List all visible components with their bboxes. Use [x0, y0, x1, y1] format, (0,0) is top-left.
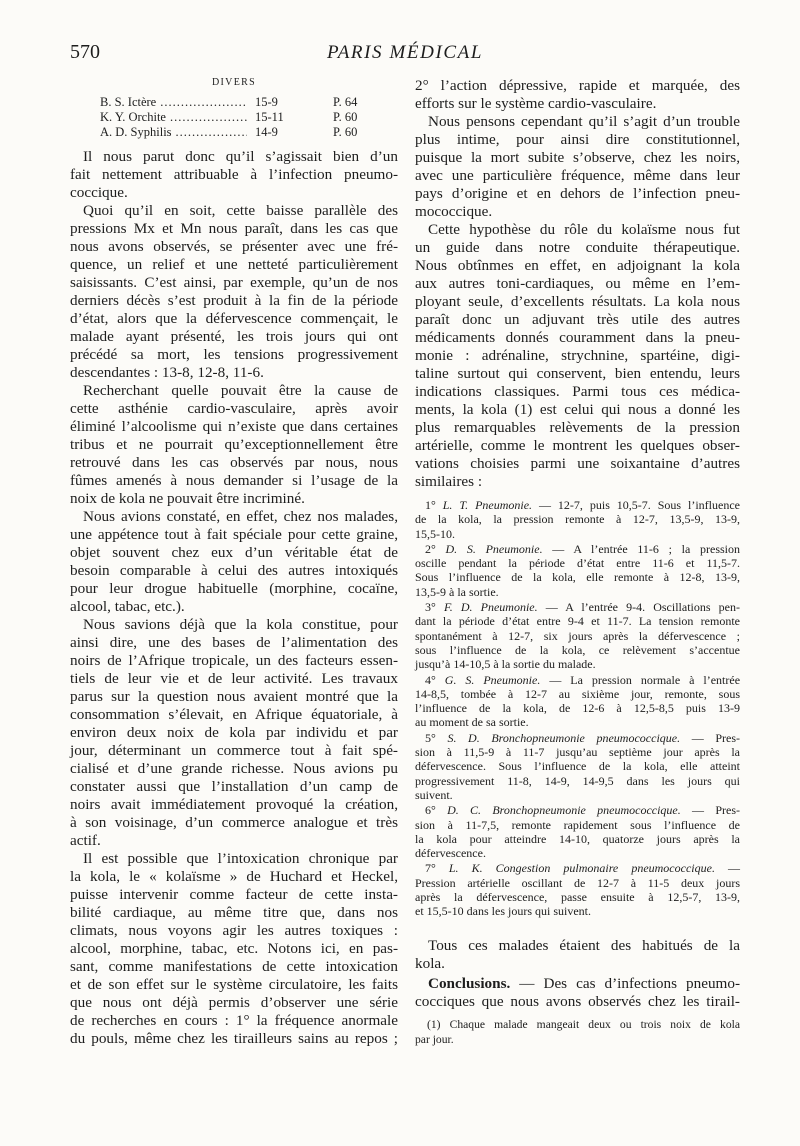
text-line: nous avons observés, se présenter avec une fré- — [70, 238, 398, 255]
text-line: cialisé et d’une grande richesse. Nous avions pu — [70, 760, 398, 777]
dot-leader — [170, 110, 247, 125]
text-line: Nous savions déjà que la kola constitue, pour — [83, 616, 398, 633]
paragraph — [70, 616, 398, 850]
text-line: similaires : — [415, 473, 483, 490]
text-line: taline surtout qui conservent, bien entendu, leurs — [415, 365, 740, 382]
text-line: oscille pendant la période d’état entre 11-6 et 11,5-7. — [415, 556, 740, 571]
text-line: artérielle, comme le montrent les quelques obser- — [415, 437, 740, 454]
text-line — [415, 803, 740, 817]
observation-number: 1° — [425, 498, 436, 512]
observation-title: D. S. Pneumonie. — [445, 541, 543, 556]
text-line: défervescence. Sous l’influence de la kola, elle atteint — [415, 759, 740, 774]
text-line — [415, 975, 740, 993]
text-line: saisissants. C’est ainsi, par exemple, qu’un de nos — [70, 274, 398, 291]
text-line: coccique. — [70, 184, 128, 201]
observation — [415, 600, 740, 671]
paragraph — [415, 77, 740, 113]
text-line — [415, 542, 740, 556]
observation-title: G. S. Pneumonie. — [444, 672, 541, 687]
text-line: à son voisinage, d’un commerce analogue et très — [70, 814, 398, 831]
table-body — [70, 95, 398, 140]
journal-title: PARIS MÉDICAL — [326, 42, 484, 63]
text-line: consommation s’élevait, en Afrique équatoriale, à — [70, 706, 398, 723]
text-line: mococcique. — [415, 203, 493, 220]
text-line: malade ayant présenté, les trois jours qui ont — [70, 328, 398, 345]
paragraph — [415, 221, 740, 491]
text-line: du pouls, même chez les tirailleurs sains au repos ; — [70, 1030, 398, 1047]
text-line: d’état, alors que la défervescence commençait, le — [70, 310, 398, 327]
conclusions-heading: Conclusions. — [428, 975, 511, 992]
text-line: que nous ont déjà permis d’observer une série — [70, 994, 398, 1011]
text-line: et 15,5-10 dans les jours qui suivent. — [415, 904, 591, 919]
text-line — [415, 731, 740, 745]
text-line: cette asthénie cardio-vasculaire, après avoir — [70, 400, 398, 417]
text-line: sous l’influence de la kola, ce relèvement s’accentue — [415, 642, 740, 657]
observation-title: L. K. Congestion pulmonaire pneumococcique. — [448, 861, 715, 876]
patient-name: B. S. Ictère — [100, 95, 157, 109]
paragraph — [415, 113, 740, 221]
paragraph — [70, 508, 398, 616]
patient-name: K. Y. Orchite — [100, 110, 166, 124]
text-line: la kola, le « kolaïsme » de Huchard et Heckel, — [70, 868, 398, 885]
observation — [415, 731, 740, 802]
text-line: fait nettement attribuable à l’infection pneumo- — [70, 166, 398, 183]
text-line: noirs de l’Afrique tropicale, un des facteurs essen- — [70, 652, 398, 669]
observation-text: — — [728, 861, 741, 876]
text-line: environ deux noix de kola par individu et par — [70, 724, 398, 741]
text-line: Cette hypothèse du rôle du kolaïsme nous fut — [428, 221, 740, 238]
text-line: Pression artérielle oscillant de 12-7 à 11-5 deux jours — [415, 875, 740, 890]
observation-text: — 12-7, puis 10,5-7. Sous l’influence — [539, 498, 740, 512]
paragraph — [415, 937, 740, 973]
text-line: alcool, tabac, etc.). — [70, 598, 185, 615]
text-line: Nous avions constaté, en effet, chez nos malades, — [83, 508, 398, 525]
table-row — [70, 110, 398, 125]
conclusions-text: — Des cas d’infections pneumo- — [519, 975, 740, 992]
text-line: sion à 11,5-9 à 11-7 jusqu’au septième jour après la — [415, 745, 740, 760]
text-line: tribus et ne pourrait qu’exceptionnellement être — [70, 436, 398, 453]
text-line: Recherchant quelle pouvait être la cause de — [83, 382, 398, 399]
observation-title: L. T. Pneumonie. — [442, 498, 533, 512]
text-line: noix de kola ne pouvait être incriminé. — [70, 490, 305, 507]
dot-leader — [176, 125, 247, 140]
observation-text: — La pression normale à l’entrée — [549, 672, 741, 687]
text-line: pour leur drogue habituelle (morphine, cocaïne, — [70, 580, 398, 597]
observation-number: 6° — [425, 803, 436, 818]
text-line: plus intime, pour ainsi dire constitutionnel, — [415, 131, 740, 148]
text-line: climats, nous voyons agir les autres toxiques : — [70, 922, 398, 939]
text-line: indications classiques. Parmi tous ces médica- — [415, 383, 740, 400]
patient-name: A. D. Syphilis — [100, 125, 172, 139]
text-line: cocciques que nous avons observés chez les tirail- — [415, 993, 740, 1010]
text-line: actif. — [70, 832, 101, 849]
text-line: une appétence tout à fait spéciale pour cette graine, — [70, 526, 398, 543]
text-line: sion à 11-7,5, remonte rapidement sous l’influence de — [415, 817, 740, 832]
conclusions-paragraph — [415, 975, 740, 1011]
text-line: plus remarquables relèvements de la pression — [415, 419, 740, 436]
text-line: jusqu’à 14-10,5 à la sortie du malade. — [415, 657, 596, 672]
closing-text — [415, 937, 740, 1011]
text-line: retrouvé dans les cas observés par nous, nous — [70, 454, 398, 471]
paragraph — [415, 1017, 740, 1047]
text-line — [415, 600, 740, 614]
left-column-text — [70, 148, 398, 1048]
text-line: jour, déterminant un commerce tout à fait spé- — [70, 742, 398, 759]
observation-text: — A l’entrée 9-4. Oscillations pen- — [545, 600, 740, 615]
right-column-text — [415, 77, 740, 491]
observation-text: — A l’entrée 11-6 ; la pression — [552, 541, 741, 556]
text-line — [415, 861, 740, 875]
observation — [415, 673, 740, 730]
observation-text: — Pres- — [692, 803, 740, 818]
text-line: monie : adrénaline, strychnine, spartéine, digi- — [415, 347, 740, 364]
text-line: (1) Chaque malade mangeait deux ou trois noix de kola — [427, 1018, 740, 1031]
text-line: médicaments donnés couramment dans la pneu- — [415, 329, 740, 346]
paragraph — [70, 850, 398, 1048]
observations-list — [415, 498, 740, 920]
text-line: Sous l’influence de la kola, elle remonte à 12-8, 13-9, — [415, 570, 740, 585]
observation-number: 2° — [425, 541, 436, 556]
observation-text: — Pres- — [691, 730, 741, 745]
footnote — [415, 1017, 740, 1047]
text-line: avec une particulière fréquence, même dans leur — [415, 167, 740, 184]
text-line: Quoi qu’il en soit, cette baisse parallèle des — [83, 202, 398, 219]
text-line: fûmes amenés à nous demander si l’usage de la — [70, 472, 398, 489]
observation-title: S. D. Bronchopneumonie pneumococcique. — [447, 730, 681, 745]
pulse-cell: P. 64 — [333, 95, 358, 109]
text-line: quence, un relief et une netteté particulièrement — [70, 256, 398, 273]
table-row — [70, 125, 398, 140]
text-line: Il nous parut donc qu’il s’agissait bien d’un — [83, 148, 398, 165]
pressure-cell: 14-9 — [255, 125, 278, 139]
paragraph — [70, 202, 398, 382]
observation — [415, 861, 740, 918]
text-line: tiels de leur vie et de leur activité. Les travaux — [70, 670, 398, 687]
text-line: Nous obtînmes en effet, en adjoignant la kola — [415, 257, 740, 274]
text-line: Il est possible que l’intoxication chronique par — [83, 850, 398, 867]
observation-number: 3° — [425, 600, 436, 615]
text-line: précédé sa mort, les tensions progressivement — [70, 346, 398, 363]
observation — [415, 542, 740, 599]
observation — [415, 498, 740, 541]
text-line: alcool, morphine, tabac, etc. Notons ici, en pas- — [70, 940, 398, 957]
observation-number: 7° — [425, 861, 436, 876]
text-line: ments, la kola (1) est celui qui nous a donné les — [415, 401, 740, 418]
paragraph — [70, 382, 398, 508]
table-heading: DIVERS — [212, 77, 256, 88]
text-line: besoin comparable à celui des autres intoxiqués — [70, 562, 398, 579]
text-line — [415, 498, 740, 512]
text-line: la kola pour atteindre 14-10, quatorze jours après la — [415, 831, 740, 846]
pressure-cell: 15-11 — [255, 110, 284, 124]
text-line: 13,5-9 à la sortie. — [415, 584, 499, 599]
text-line: vations choisies parmi une soixantaine d’autres — [415, 455, 740, 472]
text-line: ployant seule, d’excellents résultats. La kola nous — [415, 293, 740, 310]
observation — [415, 803, 740, 860]
text-line: puisse intervenir comme facteur de cette insta- — [70, 886, 398, 903]
observation-title: F. D. Pneumonie. — [443, 600, 538, 615]
pulse-cell: P. 60 — [333, 110, 358, 124]
patient-cell — [70, 125, 255, 140]
pressure-cell: 15-9 — [255, 95, 278, 109]
text-line — [415, 673, 740, 687]
text-line: kola. — [415, 955, 445, 972]
text-line: éliminé l’alcoolisme qui n’existe que dans certaines — [70, 418, 398, 435]
text-line: un guide dans notre conduite thérapeutique. — [415, 239, 740, 256]
table-row — [70, 95, 398, 110]
text-line: spontanément à 12-7, six jours après la défervescence ; — [415, 628, 740, 643]
text-line: de recherches en cours : 1° la fréquence anormale — [70, 1012, 398, 1029]
text-line: efforts sur le système cardio-vasculaire. — [415, 95, 657, 112]
text-line: défervescence. — [415, 846, 486, 861]
text-line: sant, comme manifestations de cette intoxication — [70, 958, 398, 975]
text-line: Nous pensons cependant qu’il s’agit d’un trouble — [428, 113, 740, 130]
text-line: paraît donc un adjuvant très utile des autres — [415, 311, 740, 328]
text-line: descendantes : 13-8, 12-8, 11-6. — [70, 364, 264, 381]
text-line: après la défervescence, passe ensuite à 12,5-7, 13-9, — [415, 890, 740, 905]
text-line: au moment de sa sortie. — [415, 715, 529, 730]
text-line: de la kola, la pression remonte à 12-7, 13,5-9, 13-9, — [415, 512, 740, 527]
divers-table — [70, 76, 398, 140]
page-number: 570 — [70, 41, 100, 63]
text-line: puisque la mort subite s’observe, chez les noirs, — [415, 149, 740, 166]
text-line: noirs avait immédiatement provoqué la création, — [70, 796, 398, 813]
patient-cell — [70, 110, 255, 125]
observation-number: 5° — [425, 730, 436, 745]
text-line: par jour. — [415, 1033, 454, 1046]
text-line: suivent. — [415, 787, 453, 802]
observation-title: D. C. Bronchopneumonie pneumococcique. — [447, 803, 681, 818]
paragraph — [70, 148, 398, 202]
text-line: progressivement 11-8, 14-9, 14-9,5 dans les jours qui — [415, 773, 740, 788]
text-line: derniers décès s’est produit à la fin de la période — [70, 292, 398, 309]
text-line: pays d’origine et en dehors de l’infection pneu- — [415, 185, 740, 202]
text-line: et de son effet sur le système circulatoire, les faits — [70, 976, 398, 993]
text-line: 14-8,5, tombée à 12-7 au sixième jour, remonte, sous — [415, 686, 740, 701]
patient-cell — [70, 95, 255, 110]
text-line: pressions Mx et Mn nous paraît, dans les cas que — [70, 220, 398, 237]
text-line: 2° l’action dépressive, rapide et marquée, des — [415, 77, 740, 94]
text-line: bilité cardiaque, au même titre que, dans nos — [70, 904, 398, 921]
text-line: 15,5-10. — [415, 526, 455, 541]
text-line: dant la période d’état entre 9-4 et 11-7. La tension remonte — [415, 614, 740, 629]
text-line: aux autres toni-cardiaques, ou même en l’em- — [415, 275, 740, 292]
observation-number: 4° — [425, 672, 436, 687]
text-line: objet souvent chez eux d’un véritable état de — [70, 544, 398, 561]
text-line: constater aussi que l’installation d’un camp de — [70, 778, 398, 795]
text-line: l’influence de la kola, de 12-6 à 12,5-8,5 puis 13-9 — [415, 701, 740, 716]
text-line: parus sur la question nous avaient montré que la — [70, 688, 398, 705]
dot-leader — [160, 95, 247, 110]
pulse-cell: P. 60 — [333, 125, 358, 139]
text-line: Tous ces malades étaient des habitués de la — [428, 937, 740, 954]
text-line: ainsi dire, une des bases de l’alimentation des — [70, 634, 398, 651]
